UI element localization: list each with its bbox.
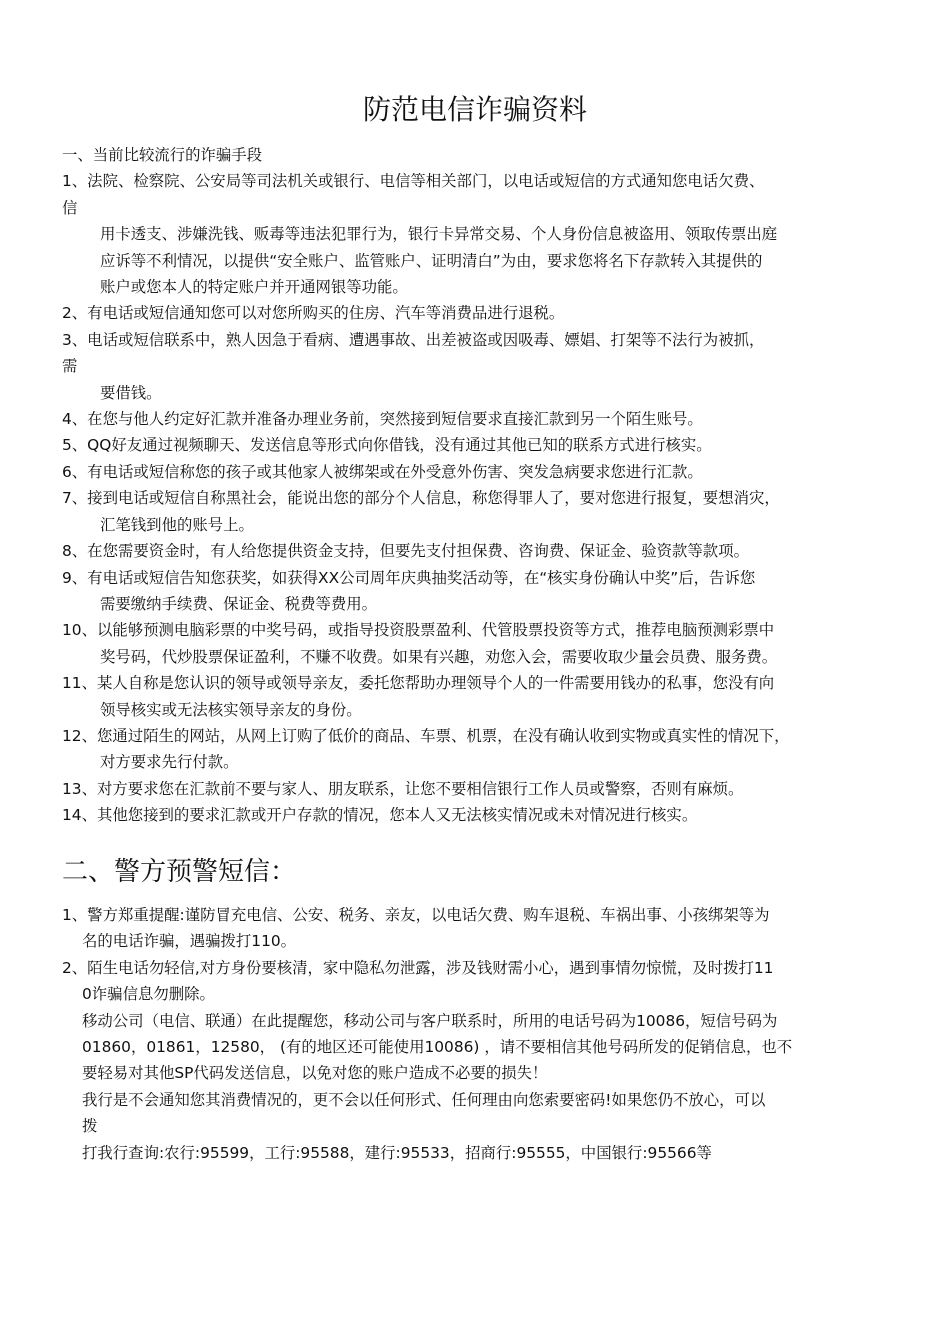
list-item: 应诉等不利情况，以提供“安全账户、监管账户、证明清白”为由，要求您将名下存款转入其提供的	[100, 251, 763, 270]
list-item: 奖号码，代炒股票保证盈利，不赚不收费。如果有兴趣，劝您入会，需要收取少量会员费、服务费。	[100, 647, 778, 666]
paragraph-line: 拨	[82, 1117, 98, 1136]
list-item: 9、有电话或短信告知您获奖，如获得XX公司周年庆典抽奖活动等，在“核实身份确认中奖”后，告诉您	[62, 568, 756, 587]
paragraph-line: 01860，01861，12580， (有的地区还可能使用10086) ，请不要相信其他号码所发的促销信息，也不	[82, 1038, 793, 1057]
list-item: 需要缴纳手续费、保证金、税费等费用。	[100, 594, 378, 613]
list-item: 3、电话或短信联系中，熟人因急于看病、遭遇事故、出差被盗或因吸毒、嫖娼、打架等不法行为被抓，	[62, 330, 765, 349]
section2	[62, 902, 898, 1166]
list-item: 8、在您需要资金时，有人给您提供资金支持，但要先支付担保费、咨询费、保证金、验资款等款项。	[62, 542, 749, 561]
list-item: 用卡透支、涉嫌洗钱、贩毒等违法犯罪行为，银行卡异常交易、个人身份信息被盗用、领取传票出庭	[100, 225, 778, 244]
section2-heading: 二、警方预警短信：	[62, 857, 297, 887]
list-item: 12、您通过陌生的网站，从网上订购了低价的商品、车票、机票，在没有确认收到实物或真实性的情况下，	[62, 726, 790, 745]
list-item: 11、某人自称是您认识的领导或领导亲友，委托您帮助办理领导个人的一件需要用钱办的私事，您没有向	[62, 674, 775, 693]
list-item: 13、对方要求您在汇款前不要与家人、朋友联系，让您不要相信银行工作人员或警察，否则有麻烦。	[62, 779, 744, 798]
section1-heading: 一、当前比较流行的诈骗手段	[62, 146, 263, 164]
list-item: 需	[62, 357, 78, 376]
list-item: 10、以能够预测电脑彩票的中奖号码，或指导投资股票盈利、代管股票投资等方式，推荐电脑预测彩票中	[62, 621, 775, 640]
list-item: 领导核实或无法核实领导亲友的身份。	[100, 700, 362, 719]
list-item: 对方要求先行付款。	[100, 753, 239, 772]
list-item: 要借钱。	[100, 383, 162, 402]
list-item: 名的电话诈骗，遇骗拨打110。	[82, 932, 297, 951]
list-item: 1、法院、检察院、公安局等司法机关或银行、电信等相关部门，以电话或短信的方式通知您电话欠费、	[62, 172, 765, 191]
list-item: 2、有电话或短信通知您可以对您所购买的住房、汽车等消费品进行退税。	[62, 304, 565, 323]
list-item: 4、在您与他人约定好汇款并准备办理业务前，突然接到短信要求直接汇款到另一个陌生账号。	[62, 410, 703, 429]
list-item: 1、警方郑重提醒:谨防冒充电信、公安、税务、亲友，以电话欠费、购车退税、车祸出事、小孩绑架等为	[62, 906, 770, 924]
list-item: 账户或您本人的特定账户并开通网银等功能。	[100, 278, 408, 297]
list-item: 0诈骗信息勿删除。	[82, 985, 215, 1004]
page-title: 防范电信诈骗资料	[362, 93, 587, 126]
list-item: 信	[62, 198, 78, 217]
paragraph-line: 我行是不会通知您其消费情况的，更不会以任何形式、任何理由向您索要密码!如果您仍不放心，可以	[82, 1090, 766, 1109]
paragraph-line: 打我行查询:农行:95599，工行:95588，建行:95533，招商行:95555，中国银行:95566等	[82, 1143, 712, 1162]
list-item: 7、接到电话或短信自称黑社会，能说出您的部分个人信息，称您得罪人了，要对您进行报复，要想消灾，	[62, 489, 780, 508]
list-item: 汇笔钱到他的账号上。	[100, 515, 254, 534]
paragraph-line: 要轻易对其他SP代码发送信息，以免对您的账户造成不必要的损失！	[82, 1064, 548, 1083]
list-item: 14、其他您接到的要求汇款或开户存款的情况，您本人又无法核实情况或未对情况进行核实。	[62, 806, 698, 825]
paragraph-line: 移动公司（电信、联通）在此提醒您，移动公司与客户联系时，所用的电话号码为10086，短信号码为	[82, 1011, 778, 1030]
list-item: 6、有电话或短信称您的孩子或其他家人被绑架或在外受意外伤害、突发急病要求您进行汇款。	[62, 462, 703, 481]
list-item: 5、QQ好友通过视频聊天、发送信息等形式向你借钱，没有通过其他已知的联系方式进行核实。	[62, 436, 712, 455]
list-item: 2、陌生电话勿轻信,对方身份要核清，家中隐私勿泄露，涉及钱财需小心，遇到事情勿惊慌，及时拨打11	[62, 958, 774, 977]
section1	[62, 142, 898, 829]
